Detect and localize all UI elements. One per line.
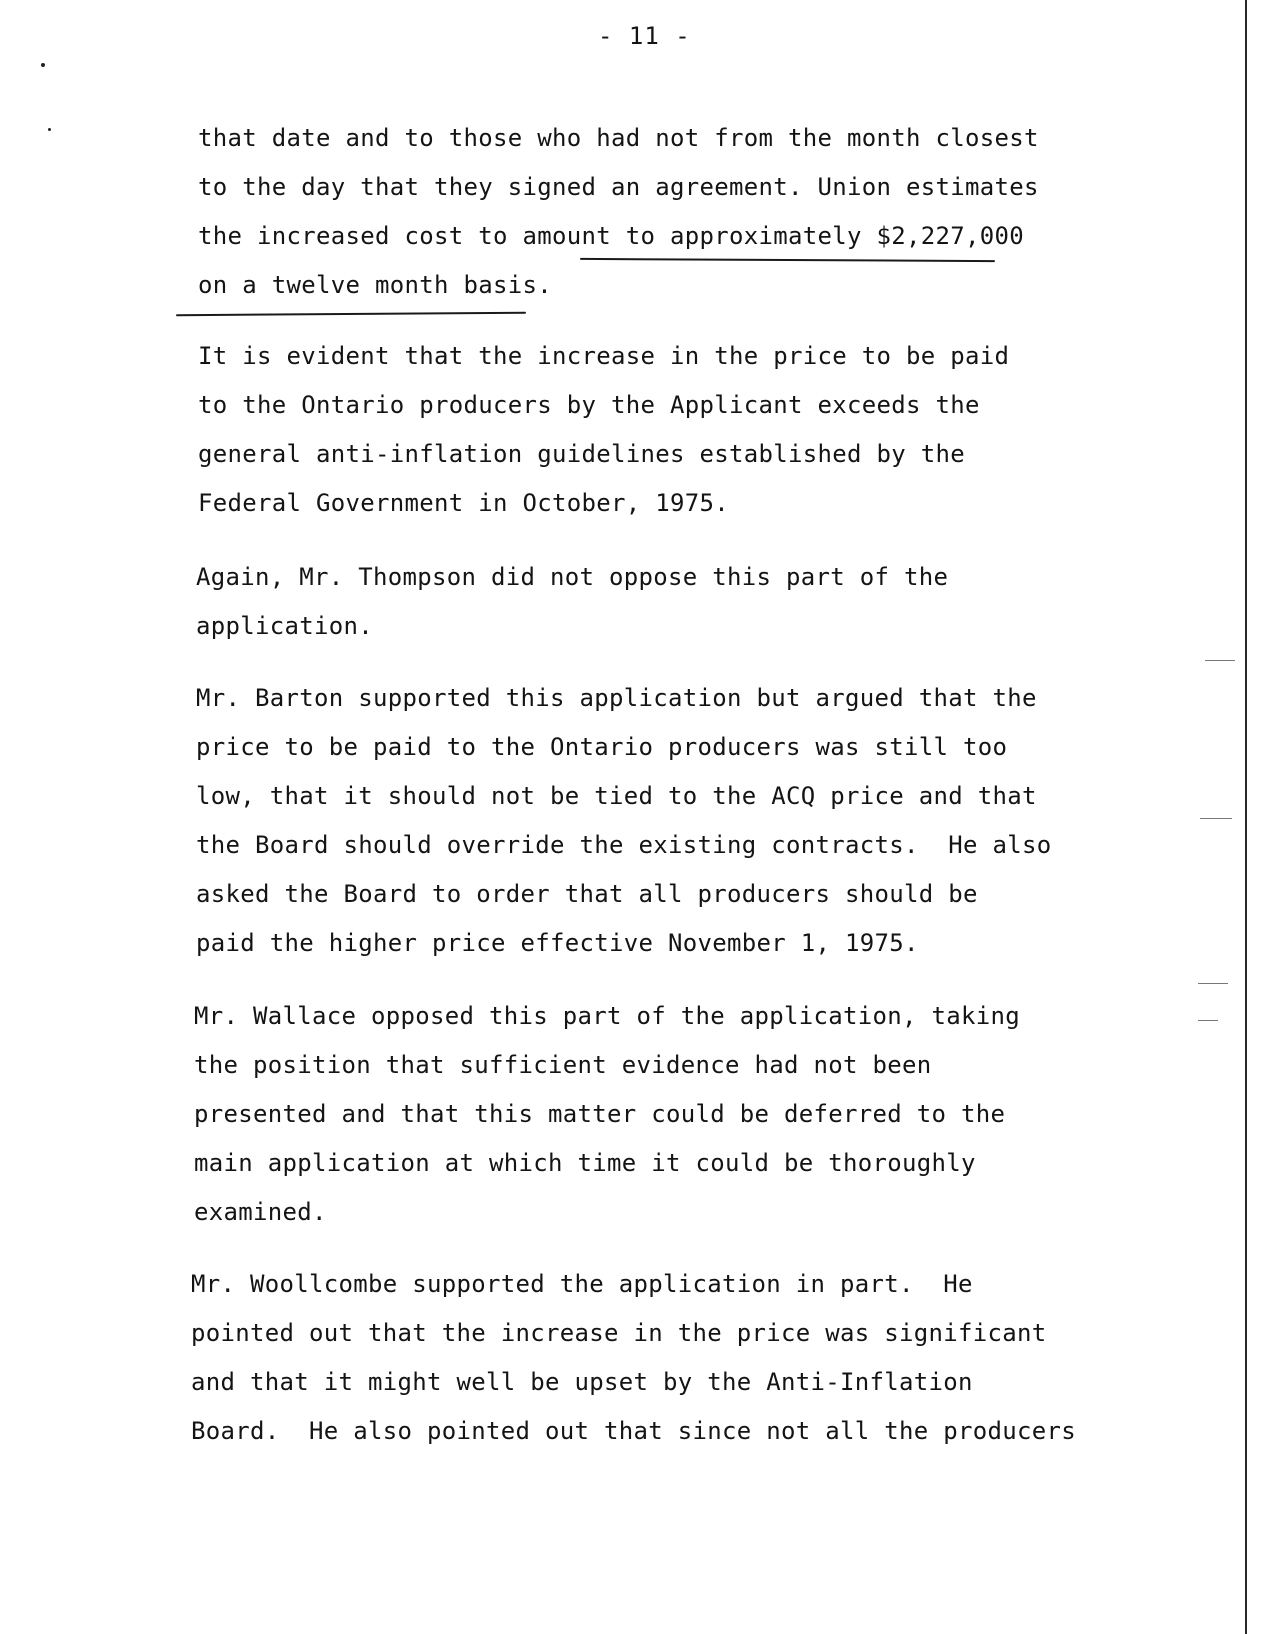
scan-speck	[41, 63, 45, 67]
text-line: general anti-inflation guidelines established by the	[198, 440, 965, 468]
page-edge-line	[1245, 0, 1247, 1634]
text-line: examined.	[194, 1198, 327, 1226]
scan-mark	[1198, 983, 1228, 984]
text-line: asked the Board to order that all producers should be	[196, 880, 978, 908]
text-line: the position that sufficient evidence had not been	[194, 1051, 932, 1079]
text-line: to the Ontario producers by the Applicant exceeds the	[198, 391, 980, 419]
text-line: paid the higher price effective November 1, 1975.	[196, 929, 919, 957]
text-line: Mr. Wallace opposed this part of the application, taking	[194, 1002, 1020, 1030]
text-line: that date and to those who had not from the month closest	[198, 124, 1039, 152]
text-line: to the day that they signed an agreement. Union estimates	[198, 173, 1039, 201]
text-line: main application at which time it could be thoroughly	[194, 1149, 976, 1177]
scan-mark	[1205, 660, 1235, 661]
text-line: the increased cost to amount to approximately $2,227,000	[198, 222, 1024, 250]
text-line: and that it might well be upset by the Anti-Inflation	[191, 1368, 973, 1396]
text-line: Again, Mr. Thompson did not oppose this part of the	[196, 563, 949, 591]
scan-speck	[48, 128, 51, 131]
text-line: Mr. Woollcombe supported the application in part. He	[191, 1270, 973, 1298]
text-line: It is evident that the increase in the price to be paid	[198, 342, 1010, 370]
text-line: Mr. Barton supported this application but argued that the	[196, 684, 1037, 712]
text-line: Federal Government in October, 1975.	[198, 489, 729, 517]
text-line: price to be paid to the Ontario producers was still too	[196, 733, 1008, 761]
text-line: presented and that this matter could be deferred to the	[194, 1100, 1006, 1128]
text-line: application.	[196, 612, 373, 640]
text-line: pointed out that the increase in the price was significant	[191, 1319, 1047, 1347]
text-line: low, that it should not be tied to the ACQ price and that	[196, 782, 1037, 810]
page-number: - 11 -	[598, 22, 691, 50]
scan-mark	[1200, 818, 1232, 819]
handwritten-underline	[580, 258, 995, 262]
text-line: the Board should override the existing contracts. He also	[196, 831, 1052, 859]
handwritten-underline	[176, 312, 526, 316]
text-line: Board. He also pointed out that since not all the producers	[191, 1417, 1076, 1445]
text-line: on a twelve month basis.	[198, 271, 552, 299]
scan-mark	[1198, 1020, 1218, 1021]
